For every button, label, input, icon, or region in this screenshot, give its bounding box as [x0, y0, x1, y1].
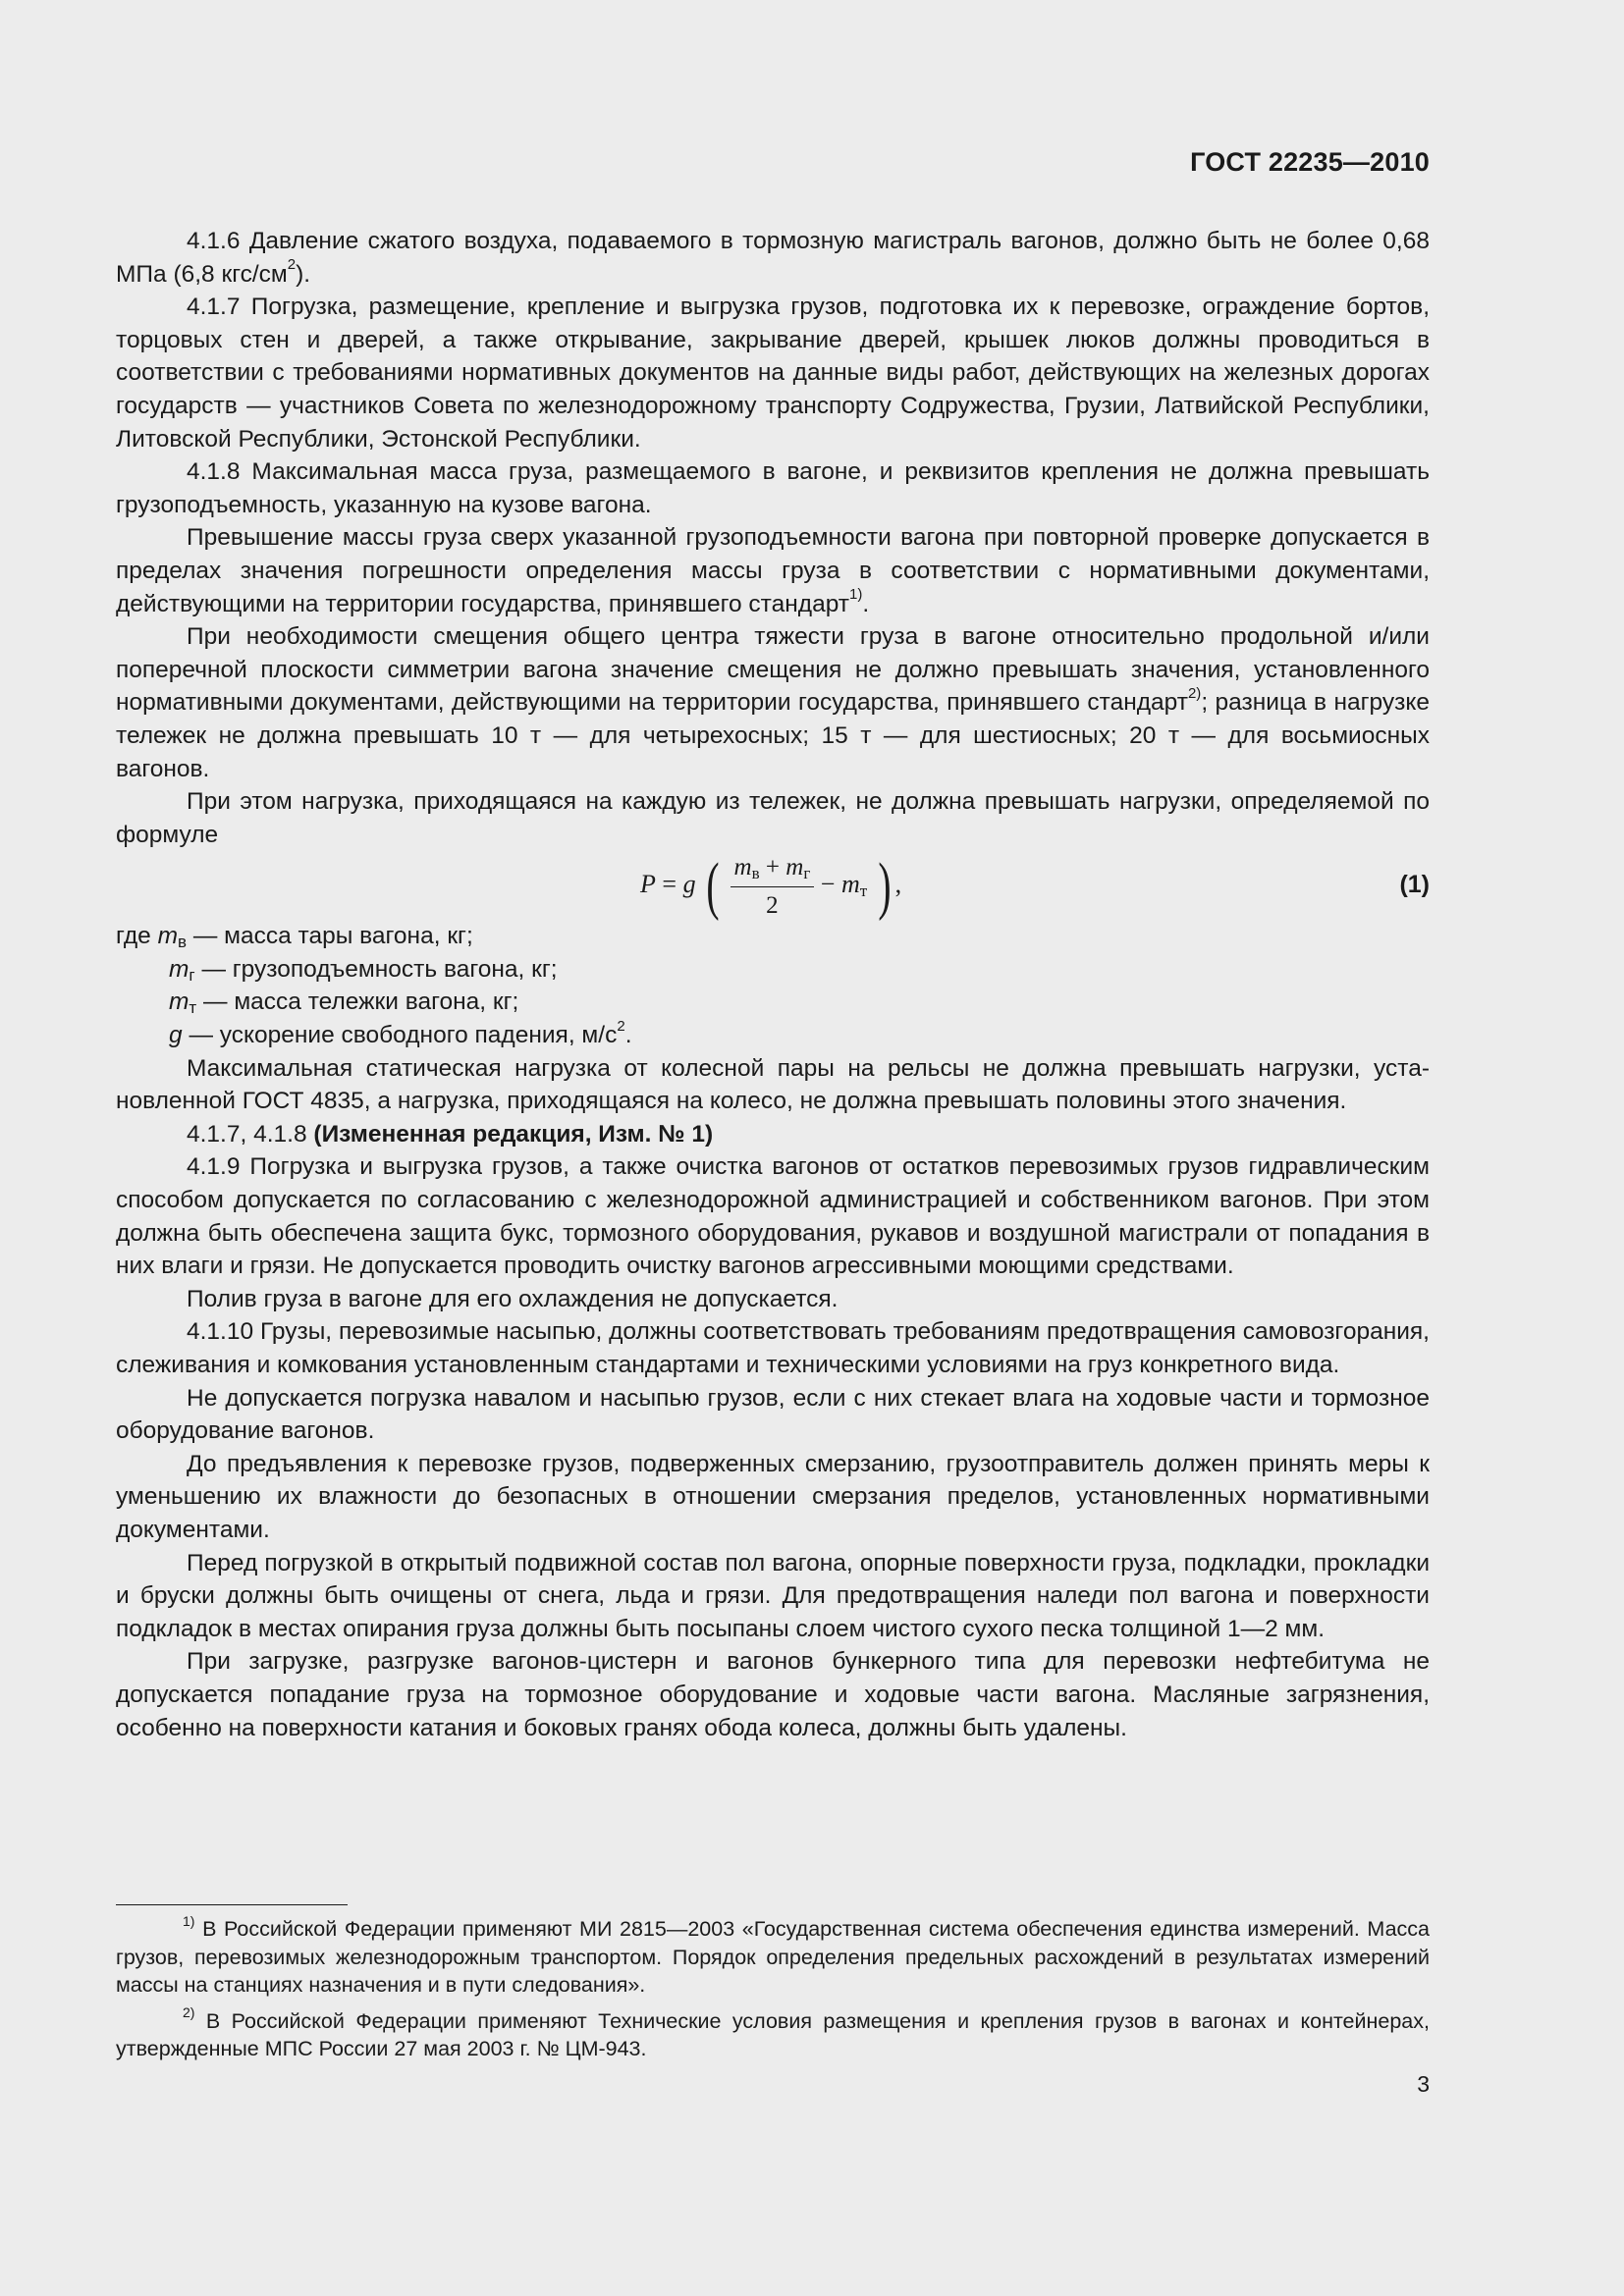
paragraph-bulk-loading: Не допускается погрузка навалом и насыпью грузов, если с них стекает влага на ходовые части и тормозное оборудование вагонов.	[116, 1384, 1430, 1445]
where-sub: г	[189, 965, 195, 985]
paragraph-4-1-6	[116, 225, 1430, 291]
where-item	[116, 986, 1430, 1019]
formula-g: g	[682, 870, 696, 899]
paragraph-watering: Полив груза в вагоне для его охлаждения не допускается.	[187, 1285, 839, 1312]
footnote-1	[116, 1912, 1430, 2000]
where-sub: т	[189, 998, 197, 1018]
where-var: g	[169, 1022, 183, 1049]
paragraph-formula-intro: При этом нагрузка, приходящаяся на каждую из тележек, не должна превышать нагрузки, определяемой по формуле	[116, 788, 1430, 848]
right-paren: )	[878, 850, 892, 923]
page-number: 3	[1417, 2071, 1430, 2097]
where-var: m	[169, 988, 189, 1016]
footnote-mark: 2)	[183, 2004, 195, 2021]
footnote-text: В Российской Федерации применяют МИ 2815—2003 «Государственная система обеспечения единства измерений. Масса грузов, перевозимых железнодорожным транспортом. Порядок определения предельных расхождений в результатах измерений массы на станциях назначения и в пути следования».	[116, 1917, 1430, 1997]
where-sub: в	[178, 933, 188, 952]
paragraph-4-1-9: 4.1.9 Погрузка и выгрузка грузов, а также очистка вагонов от остатков перевозимых грузов гидравлическим способом допускается по согласованию с железнодорожной администрацией и собственником вагонов. При этом должна быть обеспечена защита букс, тормозного оборудования, рукавов и воздушной магистрали от попадания в них влаги и грязи. Не допускается проводить очистку вагонов агрессивными моющими средствами.	[116, 1153, 1430, 1280]
paragraph-text-end: ; разница в нагрузке тележек не должна превышать 10 т — для четырехосных; 15 т — для шестиосных; 20 т — для восьмиосных вагонов.	[116, 689, 1431, 782]
paragraph-static-load: Максимальная статическая нагрузка от колесной пары на рельсы не должна превышать нагрузки, установленной ГОСТ 4835, а нагрузка, приходящаяся на колесо, не должна превышать половины этого значения.	[116, 1054, 1430, 1115]
paragraph-revision-note	[116, 1118, 1430, 1151]
revision-refs: 4.1.7, 4.1.8	[187, 1120, 314, 1148]
revision-note: (Измененная редакция, Изм. № 1)	[313, 1120, 714, 1148]
fraction-numerator	[731, 851, 815, 887]
main-text	[116, 225, 1430, 1744]
superscript: 2	[287, 256, 297, 274]
footnote-divider	[116, 1904, 348, 1905]
paragraph-center-of-gravity	[116, 620, 1430, 785]
paragraph-text: Превышение массы груза сверх указанной грузоподъемности вагона при повторной проверке допускается в пределах значения погрешности определения массы груза в соответствии с нормативными документами, действующими на территории государства, принявшего стандарт	[116, 524, 1430, 617]
paragraph-4-1-8: 4.1.8 Максимальная масса груза, размещаемого в вагоне, и реквизитов крепления не должна превышать грузоподъемность, указанную на кузове вагона.	[116, 458, 1430, 518]
formula-sub-c: т	[859, 881, 868, 901]
fraction-denominator: 2	[766, 891, 779, 919]
where-var: m	[157, 923, 178, 950]
where-lead: где	[116, 923, 151, 950]
numerator-sub-a: в	[751, 864, 760, 883]
where-item	[116, 920, 1430, 953]
footnote-ref-2: 2)	[1187, 685, 1202, 703]
paragraph-4-1-10: 4.1.10 Грузы, перевозимые насыпью, должны соответствовать требованиям предотвращения самовозгорания, слеживания и комкования установленным стандартами и техническими условиями на груз конкретного вида.	[116, 1318, 1430, 1378]
paragraph-tank-cars: При загрузке, разгрузке вагонов-цистерн и вагонов бункерного типа для перевозки нефтебитума не допускается попадание груза на тормозное оборудование и ходовые части вагона. Масляные загрязнения, особенно на поверхности катания и боковых гранях обода колеса, должны быть удалены.	[116, 1648, 1430, 1741]
where-text: — грузоподъемность вагона, кг;	[201, 955, 558, 983]
numerator-sub-b: г	[803, 864, 811, 883]
numerator-plus: +	[765, 854, 780, 881]
numerator-var-b: m	[785, 854, 804, 881]
where-item	[116, 1019, 1430, 1052]
paragraph-4-1-7: 4.1.7 Погрузка, размещение, крепление и выгрузка грузов, подготовка их к перевозке, ограждение бортов, торцовых стен и дверей, а также открывание, закрывание дверей, крышек люков должны проводиться в соответствии с требованиями нормативных документов на данные виды работ, действующих на железных дорогах государств — участников Совета по железнодорожному транспорту Содружества, Грузии, Латвийской Республики, Литовской Республики, Эстонской Республики.	[116, 294, 1430, 453]
paragraph-text: При необходимости смещения общего центра тяжести груза в вагоне относительно продольной и/или поперечной плоскости симметрии вагона значение смещения не должно превышать значения, установленного нормативными документами, действующими на территории государства, принявшего стандарт	[116, 623, 1430, 717]
footnote-text: В Российской Федерации применяют Технические условия размещения и крепления грузов в вагонах и контейнерах, утвержденные МПС России 27 мая 2003 г. № ЦМ-943.	[116, 2008, 1430, 2060]
footnote-2	[116, 2004, 1430, 2063]
formula-comma: ,	[894, 870, 902, 899]
footnotes	[116, 1904, 1430, 2071]
paragraph-cleaning: Перед погрузкой в открытый подвижной состав пол вагона, опорные поверхности груза, подкладки, прокладки и бруски должны быть очищены от снега, льда и грязи. Для предотвращения наледи пол вагона и поверхности подкладок в местах опирания груза должны быть посыпаны слоем чистого сухого песка толщиной 1—2 мм.	[116, 1549, 1430, 1642]
formula-row	[116, 850, 1430, 923]
footnote-ref-1: 1)	[849, 586, 863, 604]
paragraph-text-end: .	[862, 590, 870, 617]
where-var: m	[169, 955, 189, 983]
formula-minus: −	[820, 870, 836, 899]
paragraph-overload	[116, 521, 1430, 620]
formula-equals: =	[662, 870, 677, 899]
where-item	[116, 953, 1430, 987]
standard-designation: ГОСТ 22235—2010	[1190, 147, 1430, 177]
superscript: 2	[617, 1017, 625, 1035]
left-paren: (	[706, 850, 720, 923]
where-text: — масса тележки вагона, кг;	[203, 988, 519, 1016]
formula-lhs: P	[640, 870, 656, 899]
where-clause	[116, 920, 1430, 1051]
where-text-end: .	[624, 1022, 632, 1049]
where-text: — масса тары вагона, кг;	[192, 923, 473, 950]
paragraph-text-end: ).	[296, 260, 311, 288]
numerator-var-a: m	[733, 854, 752, 881]
where-text: — ускорение свободного падения, м/с	[189, 1022, 618, 1049]
formula-var-c: m	[840, 870, 860, 899]
formula-number: (1)	[1399, 871, 1430, 899]
paragraph-text: 4.1.6 Давление сжатого воздуха, подаваемого в тормозную магистраль вагонов, должно быть не более 0,68 МПа (6,8 кгс/см	[116, 228, 1430, 288]
paragraph-freezing: До предъявления к перевозке грузов, подверженных смерзанию, грузоотправитель должен принять меры к уменьшению их влажности до безопасных в отношении смерзания пределов, установленных нормативными документами.	[116, 1450, 1430, 1543]
formula-fraction	[731, 851, 815, 922]
footnote-mark: 1)	[183, 1912, 195, 1929]
formula	[640, 851, 901, 922]
